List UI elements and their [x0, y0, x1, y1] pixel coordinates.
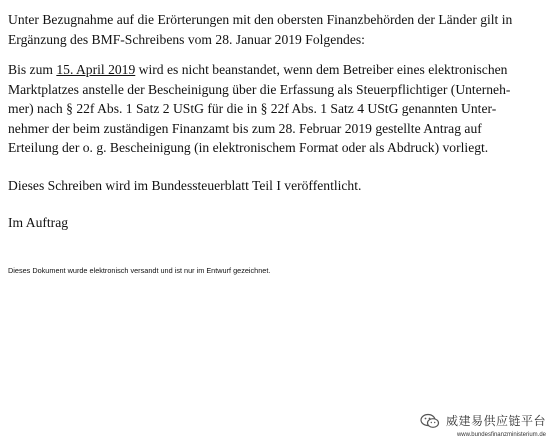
text-line [8, 60, 548, 80]
signature-line: Im Auftrag [8, 215, 69, 230]
deadline-date: 15. April 2019 [56, 62, 136, 77]
watermark-text: 威建易供应链平台 [445, 414, 546, 428]
footnote: Dieses Dokument wurde elektronisch versandt und ist nur im Entwurf gezeichnet. [8, 266, 271, 275]
publication-paragraph: Dieses Schreiben wird im Bundessteuerblatt Teil I veröffentlicht. [8, 178, 362, 193]
watermark [420, 412, 546, 429]
text-line: Marktplatzes anstelle der Bescheinigung über die Erfassung als Steuerpflichtiger (Unterneh- [8, 81, 511, 97]
text-fragment: wird es nicht beanstandet, wenn dem Betreiber eines elektronischen [135, 62, 508, 77]
main-paragraph [8, 60, 548, 158]
text-line: Unter Bezugnahme auf die Erörterungen mit den obersten Finanzbehörden der Länder gilt in [8, 12, 513, 27]
text-fragment: Bis zum [8, 62, 57, 77]
intro-paragraph [8, 10, 548, 49]
text-line: nehmer der beim zuständigen Finanzamt bis zum 28. Februar 2019 gestellte Antrag auf [8, 120, 482, 136]
text-line: Ergänzung des BMF-Schreibens vom 28. Januar 2019 Folgendes: [8, 31, 365, 47]
text-line: Erteilung der o. g. Bescheinigung (in elektronischem Format oder als Abdruck) vorliegt. [8, 140, 489, 155]
wechat-icon [420, 413, 440, 429]
text-line: mer) nach § 22f Abs. 1 Satz 2 UStG für die in § 22f Abs. 1 Satz 4 UStG genannten Unter- [8, 101, 497, 116]
source-url: www.bundesfinanzministerium.de [456, 432, 546, 438]
